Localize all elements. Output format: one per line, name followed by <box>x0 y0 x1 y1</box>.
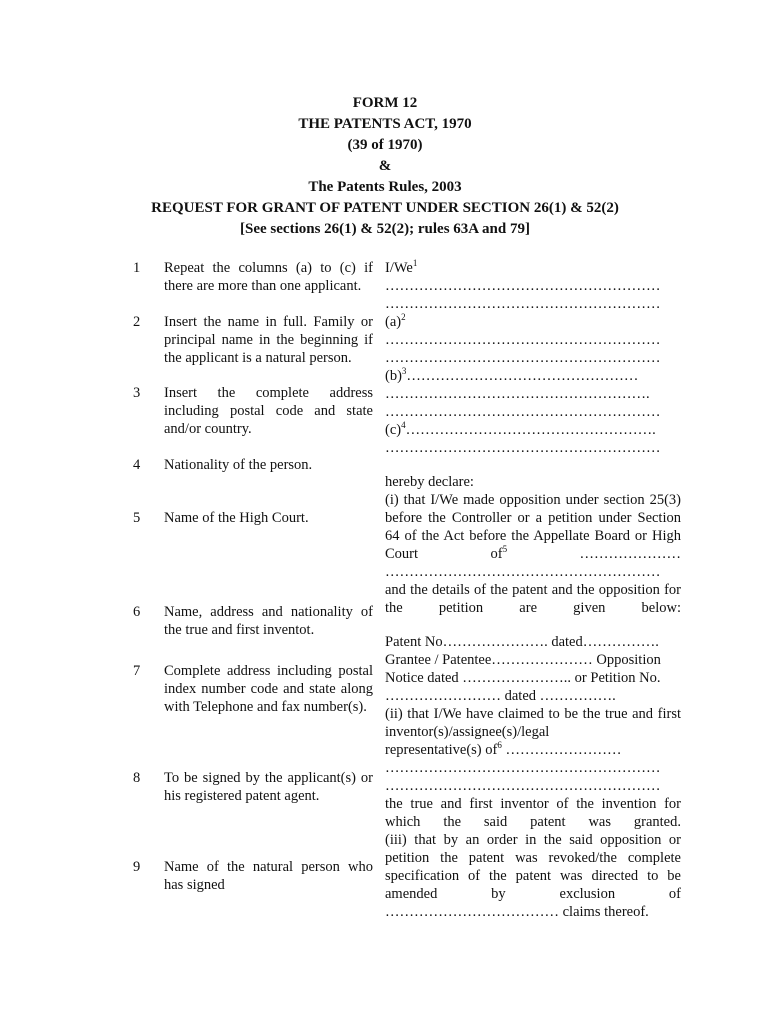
representative-line <box>385 741 681 759</box>
blank-dots: ……………………………………………. <box>405 422 656 438</box>
declaration-i-text: (i) that I/We made opposition under section 25(3) before the Controller or a petition under Section 64 of the Act before the Appellate Board or High Court of <box>385 492 681 562</box>
form-subtitle: [See sections 26(1) & 52(2); rules 63A and 79] <box>240 221 530 237</box>
grantee-line: Grantee / Patentee………………… Opposition <box>385 652 661 668</box>
patent-no-line: Patent No…………………. dated……………. <box>385 634 659 650</box>
rules-title: The Patents Rules, 2003 <box>308 179 462 195</box>
footnote-ref: 2 <box>401 313 406 322</box>
blank-line: ………………………………………………… <box>385 778 661 794</box>
declaration-ii: (ii) that I/We have claimed to be the true and first inventor(s)/assignee(s)/legal <box>385 706 681 740</box>
blank-line: ………………………………………………… <box>385 404 661 420</box>
note-number: 9 <box>133 859 141 875</box>
note-number: 4 <box>133 457 141 473</box>
claims-line: ……………………………… claims thereof. <box>385 904 649 920</box>
note-text: Insert the complete address including postal code and state and/or country. <box>164 385 373 437</box>
iwe-label: I/We <box>385 260 413 276</box>
note-text: Name, address and nationality of the true and first inventot. <box>164 604 373 638</box>
blank-line: ………………………………………………… <box>385 350 661 366</box>
footnote-ref: 3 <box>401 367 407 376</box>
blank-dots: ………………… <box>507 546 681 562</box>
true-inventor-text: the true and first inventor of the invention for which the said patent was granted. <box>385 796 681 830</box>
representative-label: representative(s) of <box>385 742 498 758</box>
footnote-ref: 1 <box>412 259 418 268</box>
field-a-label: (a) <box>385 314 402 330</box>
blank-line: ………………………………………………… <box>385 760 661 776</box>
footnote-ref: 4 <box>401 421 406 430</box>
act-title: THE PATENTS ACT, 1970 <box>298 116 472 132</box>
blank-line: ………………………………………………… <box>385 278 661 294</box>
form-title: REQUEST FOR GRANT OF PATENT UNDER SECTION 26(1) & 52(2) <box>151 200 619 216</box>
note-number: 6 <box>133 604 141 620</box>
note-text: To be signed by the applicant(s) or his registered patent agent. <box>164 770 373 804</box>
dated-line: …………………… dated ……………. <box>385 688 616 704</box>
blank-line: ………………………………………………. <box>385 386 650 402</box>
note-number: 7 <box>133 663 141 679</box>
blank-dots: …………………… <box>501 742 622 758</box>
form-number: FORM 12 <box>352 95 418 111</box>
field-c-label: (c) <box>385 422 402 438</box>
field-a <box>385 313 681 331</box>
note-number: 8 <box>133 770 141 786</box>
field-c <box>385 421 681 439</box>
notice-line: Notice dated ………………….. or Petition No. <box>385 670 661 686</box>
note-text: Insert the name in full. Family or principal name in the beginning if the applicant is a natural person. <box>164 314 373 366</box>
ampersand: & <box>378 158 392 174</box>
declaration-i <box>385 491 681 563</box>
note-number: 3 <box>133 385 141 401</box>
blank-dots: ………………………………………… <box>406 368 639 384</box>
note-text: Complete address including postal index number code and state along with Telephone and fax number(s). <box>164 663 373 715</box>
note-text: Repeat the columns (a) to (c) if there are more than one applicant. <box>164 260 373 294</box>
act-number: (39 of 1970) <box>347 137 423 153</box>
note-text: Name of the High Court. <box>164 510 309 526</box>
note-number: 1 <box>133 260 141 276</box>
field-b <box>385 367 681 385</box>
field-b-label: (b) <box>385 368 402 384</box>
declaration-iii: (iii) that by an order in the said opposition or petition the patent was revoked/the complete specification of the patent was directed to be amended by exclusion of <box>385 832 681 902</box>
blank-line: ………………………………………………… <box>385 440 661 456</box>
note-text: Name of the natural person who has signed <box>164 859 373 893</box>
footnote-ref: 5 <box>502 544 508 554</box>
blank-line: ………………………………………………… <box>385 296 661 312</box>
details-text: and the details of the patent and the opposition for the petition are given below: <box>385 582 681 616</box>
note-number: 2 <box>133 314 141 330</box>
applicant-line <box>385 259 681 277</box>
note-number: 5 <box>133 510 141 526</box>
footnote-ref: 6 <box>497 741 502 750</box>
blank-line: ………………………………………………… <box>385 564 661 580</box>
declaration-heading: hereby declare: <box>385 474 474 490</box>
note-text: Nationality of the person. <box>164 457 313 473</box>
blank-line: ………………………………………………… <box>385 332 661 348</box>
